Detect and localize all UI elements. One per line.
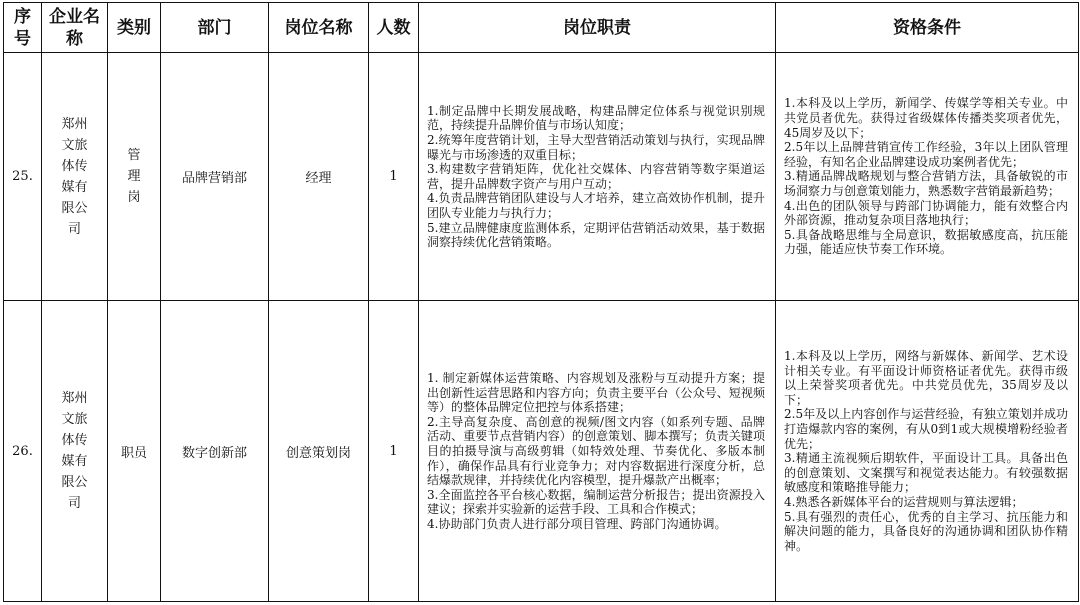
- table-row: [4, 301, 1079, 602]
- duty-item: 2.统筹年度营销计划，主导大型营销活动策划与执行，实现品牌曝光与市场渗透的双重目标；: [427, 132, 765, 162]
- duty-item: 3.全面监控各平台核心数据，编制运营分析报告；提出资源投入建议；探索并实验新的运营手段、工具和合作模式；: [427, 487, 765, 517]
- duty-item: 1.制定品牌中长期发展战略，构建品牌定位体系与视觉识别规范，持续提升品牌价值与市场认知度；: [427, 103, 765, 133]
- qualification-item: 3.精通品牌战略规划与整合营销方法，具备敏锐的市场洞察力与创意策划能力，熟悉数字营销最新趋势；: [784, 169, 1068, 199]
- qualification-item: 5.具备战略思维与全局意识，数据敏感度高，抗压能力强，能适应快节奏工作环境。: [784, 227, 1068, 257]
- position-cell: 创意策划岗: [269, 301, 369, 602]
- header-seq: 序号: [4, 3, 42, 53]
- header-category: 类别: [108, 3, 161, 53]
- table-row: [4, 53, 1079, 301]
- recruitment-table: [3, 2, 1079, 602]
- qualification-item: 5.具有强烈的责任心，优秀的自主学习、抗压能力和解决问题的能力，具备良好的沟通协调和团队协作精神。: [784, 509, 1068, 553]
- header-qualifications: 资格条件: [776, 3, 1079, 53]
- table-header: [4, 3, 1079, 53]
- category-cell: 管理岗: [108, 53, 161, 301]
- duty-item: 4.协助部门负责人进行部分项目管理、跨部门沟通协调。: [427, 516, 727, 531]
- category-cell: 职员: [108, 301, 161, 602]
- qualification-item: 2.5年及以上内容创作与运营经验，有独立策划并成功打造爆款内容的案例，有从0到1或大规模增粉经验者优先；: [784, 407, 1068, 451]
- duty-item: 5.建立品牌健康度监测体系，定期评估营销活动效果，基于数据洞察持续优化营销策略。: [427, 220, 765, 250]
- header-duties: 岗位职责: [419, 3, 776, 53]
- qualification-item: 1.本科及以上学历，新闻学、传媒学等相关专业。中共党员者优先。获得过省级媒体传播类奖项者优先，45周岁及以下；: [784, 96, 1068, 140]
- header-count: 人数: [369, 3, 419, 53]
- qualification-item: 4.熟悉各新媒体平台的运营规则与算法逻辑；: [784, 495, 1024, 509]
- duties-cell: [419, 301, 776, 602]
- seq-cell: 26.: [4, 301, 42, 602]
- seq-cell: 25.: [4, 53, 42, 301]
- qualifications-cell: [776, 301, 1079, 602]
- header-dept: 部门: [161, 3, 269, 53]
- dept-cell: 数字创新部: [161, 301, 269, 602]
- dept-cell: 品牌营销部: [161, 53, 269, 301]
- duties-cell: [419, 53, 776, 301]
- qualification-item: 1.本科及以上学历，网络与新媒体、新闻学、艺术设计相关专业。有平面设计师资格证者优先。获得市级以上荣誉奖项者优先。中共党员优先，35周岁及以下；: [784, 349, 1068, 407]
- count-cell: 1: [369, 301, 419, 602]
- position-cell: 经理: [269, 53, 369, 301]
- duty-item: 4.负责品牌营销团队建设与人才培养，建立高效协作机制，提升团队专业能力与执行力；: [427, 191, 765, 220]
- qualification-item: 4.出色的团队领导与跨部门协调能力，能有效整合内外部资源，推动复杂项目落地执行；: [784, 198, 1068, 228]
- duty-item: 2.主导高复杂度、高创意的视频/图文内容（如系列专题、品牌活动、重要节点营销内容）的创意策划、脚本撰写；负责关键项目的拍摄导演与高级剪辑（如特效处理、节奏优化、多版本制作），确保作品具有行业竞争力；对内容数据进行深度分析，总结爆款规律，并持续优化内容模型，提升爆款产出概率；: [427, 414, 765, 488]
- count-cell: 1: [369, 53, 419, 301]
- header-company: 企业名称: [42, 3, 108, 53]
- header-row: [4, 3, 1079, 53]
- company-cell: 郑州文旅体传媒有限公司: [42, 53, 108, 301]
- company-cell: 郑州文旅体传媒有限公司: [42, 301, 108, 602]
- duty-item: 1. 制定新媒体运营策略、内容规划及涨粉与互动提升方案；提出创新性运营思路和内容方向；负责主要平台（公众号、短视频等）的整体品牌定位把控与体系搭建；: [427, 370, 765, 415]
- qualification-item: 3.精通主流视频后期软件，平面设计工具。具备出色的创意策划、文案撰写和视觉表达能力。有较强数据敏感度和策略推导能力；: [784, 451, 1068, 495]
- qualifications-cell: [776, 53, 1079, 301]
- duty-item: 3.构建数字营销矩阵，优化社交媒体、内容营销等数字渠道运营，提升品牌数字资产与用户互动；: [427, 162, 765, 191]
- header-position: 岗位名称: [269, 3, 369, 53]
- qualification-item: 2.5年以上品牌营销宣传工作经验，3年以上团队管理经验，有知名企业品牌建设成功案例者优先；: [784, 140, 1068, 169]
